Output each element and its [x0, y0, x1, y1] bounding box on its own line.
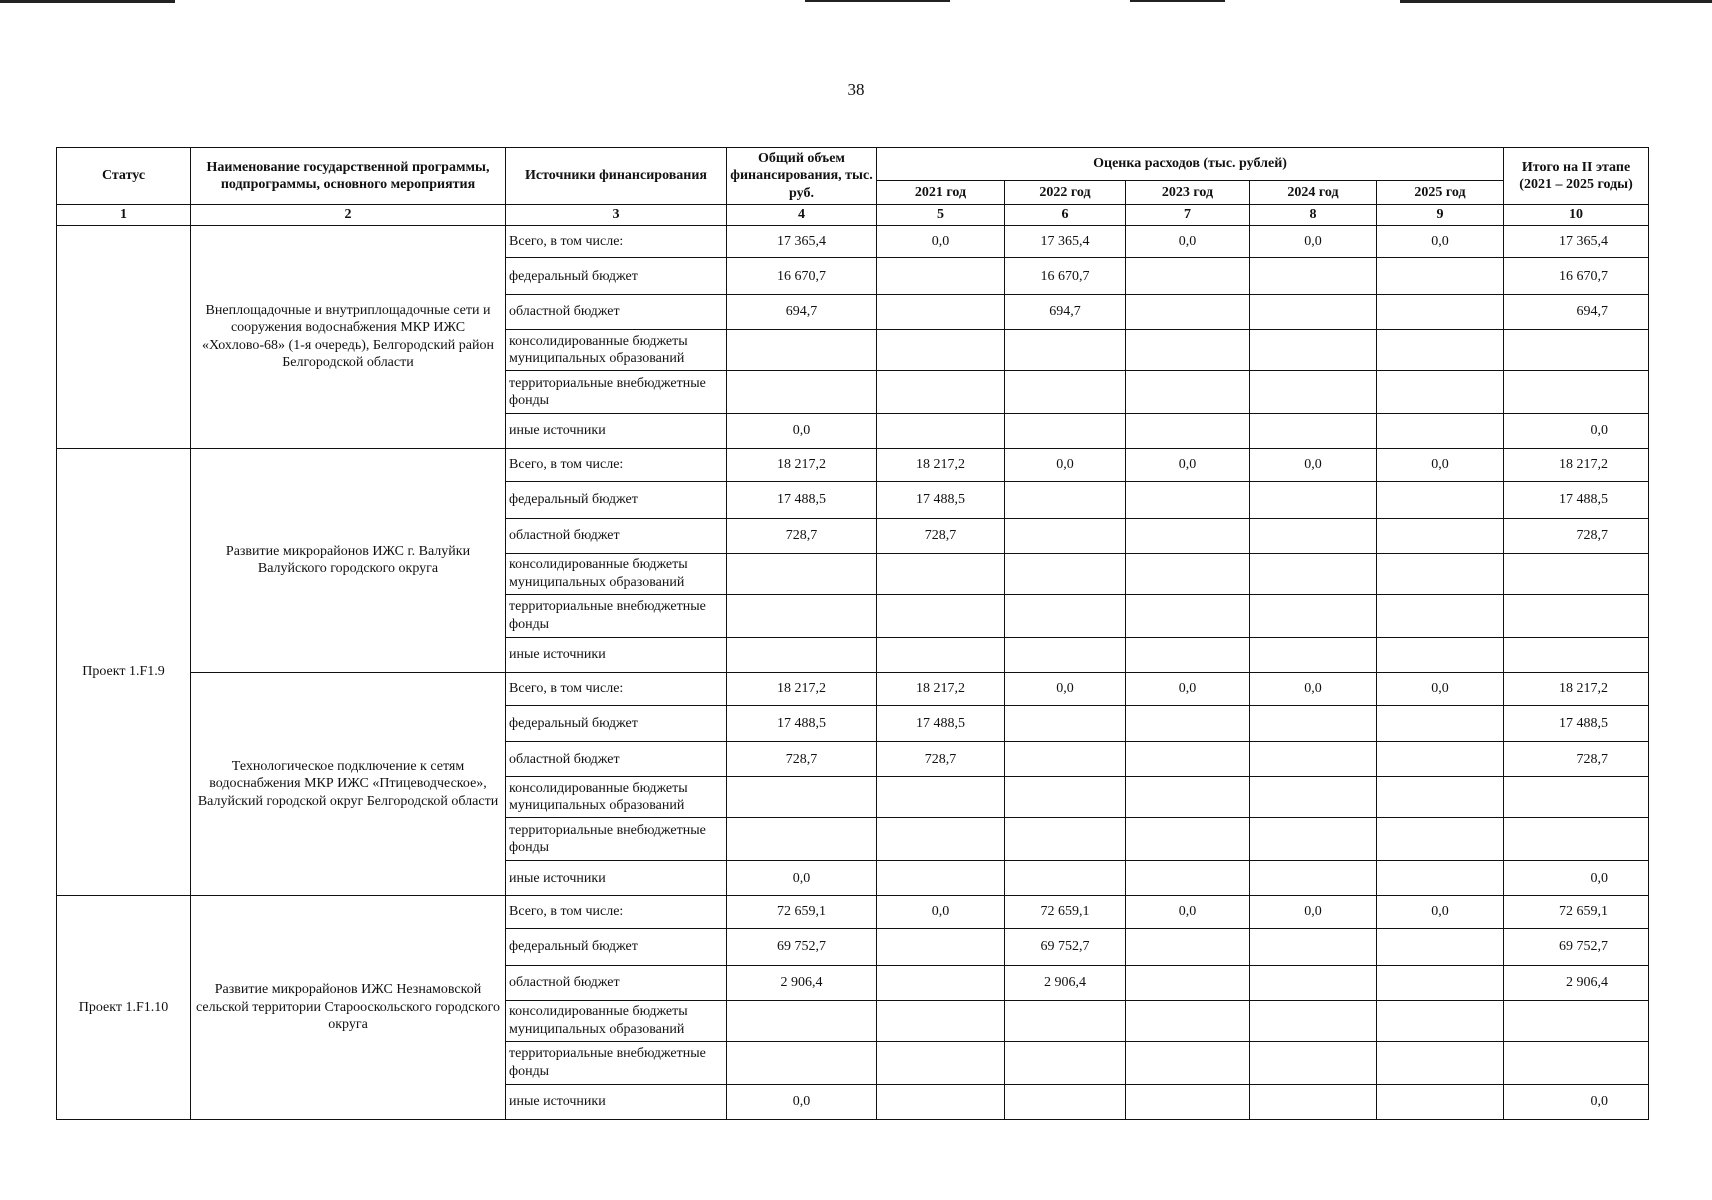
year-value [1005, 330, 1126, 371]
year-value [1126, 929, 1250, 966]
stage-total-value: 18 217,2 [1504, 672, 1649, 705]
year-value [877, 553, 1005, 594]
total-volume-value: 16 670,7 [727, 258, 877, 295]
header-year: 2023 год [1126, 181, 1250, 205]
year-value [1377, 414, 1504, 449]
header-funding-sources: Источники финансирования [506, 148, 727, 205]
year-value: 728,7 [877, 742, 1005, 777]
column-number: 4 [727, 205, 877, 226]
stage-total-value: 17 488,5 [1504, 481, 1649, 518]
year-value [877, 929, 1005, 966]
year-value: 17 365,4 [1005, 225, 1126, 258]
status-cell: Проект 1.F1.10 [57, 896, 191, 1120]
year-value [1377, 705, 1504, 742]
year-value [1126, 966, 1250, 1001]
year-value [1126, 371, 1250, 414]
funding-source-label: территориальные внебюджетные фонды [506, 371, 727, 414]
total-volume-value: 17 488,5 [727, 705, 877, 742]
year-value [1377, 742, 1504, 777]
year-value: 17 488,5 [877, 705, 1005, 742]
year-value: 0,0 [1126, 449, 1250, 482]
year-value [1377, 553, 1504, 594]
stage-total-value: 728,7 [1504, 518, 1649, 553]
funding-source-label: Всего, в том числе: [506, 449, 727, 482]
year-value [1250, 481, 1377, 518]
program-name-cell: Технологическое подключение к сетям водоснабжения МКР ИЖС «Птицеводческое», Валуйский городской округ Белгородской области [191, 672, 506, 896]
year-value [1126, 553, 1250, 594]
year-value [1005, 553, 1126, 594]
column-number: 2 [191, 205, 506, 226]
year-value [877, 637, 1005, 672]
funding-source-label: консолидированные бюджеты муниципальных образований [506, 777, 727, 818]
scan-edge-mark [1400, 0, 1712, 3]
stage-total-value: 728,7 [1504, 742, 1649, 777]
stage-total-value: 72 659,1 [1504, 896, 1649, 929]
total-volume-value [727, 330, 877, 371]
year-value [1126, 414, 1250, 449]
year-value [877, 777, 1005, 818]
year-value [1005, 637, 1126, 672]
funding-source-label: иные источники [506, 1085, 727, 1120]
year-value [1005, 742, 1126, 777]
stage-total-value [1504, 330, 1649, 371]
year-value [1377, 1041, 1504, 1084]
year-value [877, 861, 1005, 896]
header-year: 2021 год [877, 181, 1005, 205]
funding-source-label: областной бюджет [506, 742, 727, 777]
total-volume-value [727, 553, 877, 594]
total-volume-value [727, 1041, 877, 1084]
program-name-cell: Развитие микрорайонов ИЖС г. Валуйки Валуйского городского округа [191, 449, 506, 673]
year-value [1005, 371, 1126, 414]
stage-total-value [1504, 1000, 1649, 1041]
year-value [1250, 594, 1377, 637]
funding-source-label: Всего, в том числе: [506, 896, 727, 929]
year-value [1126, 637, 1250, 672]
header-year: 2025 год [1377, 181, 1504, 205]
year-value [1250, 818, 1377, 861]
year-value [1005, 594, 1126, 637]
funding-source-label: иные источники [506, 861, 727, 896]
year-value: 0,0 [1377, 225, 1504, 258]
year-value: 0,0 [1250, 896, 1377, 929]
funding-source-label: областной бюджет [506, 966, 727, 1001]
year-value [1126, 258, 1250, 295]
funding-source-label: областной бюджет [506, 518, 727, 553]
table-row [57, 225, 1649, 258]
total-volume-value: 18 217,2 [727, 672, 877, 705]
year-value [1377, 594, 1504, 637]
stage-total-value: 2 906,4 [1504, 966, 1649, 1001]
year-value: 18 217,2 [877, 449, 1005, 482]
total-volume-value: 728,7 [727, 518, 877, 553]
column-number: 10 [1504, 205, 1649, 226]
year-value [877, 1041, 1005, 1084]
year-value: 18 217,2 [877, 672, 1005, 705]
year-value [1126, 1085, 1250, 1120]
year-value [877, 594, 1005, 637]
year-value [1250, 929, 1377, 966]
stage-total-value [1504, 553, 1649, 594]
scan-edge-mark [1130, 0, 1225, 2]
year-value [1005, 481, 1126, 518]
year-value: 0,0 [1126, 225, 1250, 258]
program-name-cell: Развитие микрорайонов ИЖС Незнамовской сельской территории Старооскольского городского округа [191, 896, 506, 1120]
program-name-cell: Внеплощадочные и внутриплощадочные сети и сооружения водоснабжения МКР ИЖС «Хохлово-68» (1-я очередь), Белгородский район Белгородской области [191, 225, 506, 449]
year-value [1126, 594, 1250, 637]
table-body [57, 225, 1649, 1120]
year-value [1377, 1085, 1504, 1120]
column-number-row [57, 205, 1649, 226]
year-value [1005, 818, 1126, 861]
funding-source-label: областной бюджет [506, 295, 727, 330]
total-volume-value: 2 906,4 [727, 966, 877, 1001]
total-volume-value: 72 659,1 [727, 896, 877, 929]
total-volume-value [727, 371, 877, 414]
column-number: 5 [877, 205, 1005, 226]
funding-table [56, 147, 1649, 1120]
year-value: 0,0 [1250, 225, 1377, 258]
column-number: 9 [1377, 205, 1504, 226]
stage-total-value: 18 217,2 [1504, 449, 1649, 482]
year-value [1250, 705, 1377, 742]
year-value: 16 670,7 [1005, 258, 1126, 295]
funding-source-label: территориальные внебюджетные фонды [506, 1041, 727, 1084]
year-value [1126, 295, 1250, 330]
stage-total-value [1504, 818, 1649, 861]
year-value: 17 488,5 [877, 481, 1005, 518]
year-value [1250, 1041, 1377, 1084]
year-value: 0,0 [1126, 896, 1250, 929]
total-volume-value: 17 365,4 [727, 225, 877, 258]
year-value [1377, 929, 1504, 966]
column-number: 3 [506, 205, 727, 226]
year-value: 0,0 [1005, 672, 1126, 705]
status-cell: Проект 1.F1.9 [57, 449, 191, 896]
year-value [877, 1085, 1005, 1120]
year-value [1377, 258, 1504, 295]
year-value [1250, 1000, 1377, 1041]
year-value [1005, 777, 1126, 818]
funding-source-label: федеральный бюджет [506, 258, 727, 295]
stage-total-value [1504, 371, 1649, 414]
year-value [1250, 1085, 1377, 1120]
year-value [1377, 966, 1504, 1001]
year-value [877, 818, 1005, 861]
funding-source-label: федеральный бюджет [506, 929, 727, 966]
column-number: 6 [1005, 205, 1126, 226]
page-number: 38 [847, 80, 865, 99]
stage-total-value [1504, 594, 1649, 637]
stage-total-value [1504, 1041, 1649, 1084]
year-value [1005, 861, 1126, 896]
year-value [1126, 818, 1250, 861]
year-value [1250, 414, 1377, 449]
year-value [877, 371, 1005, 414]
funding-source-label: консолидированные бюджеты муниципальных образований [506, 330, 727, 371]
total-volume-value: 0,0 [727, 414, 877, 449]
scan-edge-mark [805, 0, 950, 2]
year-value [1126, 777, 1250, 818]
year-value [1250, 637, 1377, 672]
funding-source-label: территориальные внебюджетные фонды [506, 594, 727, 637]
year-value: 0,0 [877, 896, 1005, 929]
total-volume-value: 694,7 [727, 295, 877, 330]
year-value: 694,7 [1005, 295, 1126, 330]
total-volume-value [727, 594, 877, 637]
stage-total-value: 0,0 [1504, 414, 1649, 449]
total-volume-value: 18 217,2 [727, 449, 877, 482]
year-value [877, 1000, 1005, 1041]
total-volume-value [727, 1000, 877, 1041]
year-value [1250, 777, 1377, 818]
funding-source-label: Всего, в том числе: [506, 672, 727, 705]
status-cell [57, 225, 191, 449]
year-value: 72 659,1 [1005, 896, 1126, 929]
column-number: 1 [57, 205, 191, 226]
year-value [1377, 371, 1504, 414]
year-value [1250, 553, 1377, 594]
year-value [877, 295, 1005, 330]
column-number: 7 [1126, 205, 1250, 226]
total-volume-value: 728,7 [727, 742, 877, 777]
year-value [877, 966, 1005, 1001]
year-value [1250, 742, 1377, 777]
total-volume-value: 0,0 [727, 1085, 877, 1120]
year-value [1250, 861, 1377, 896]
year-value: 0,0 [1250, 672, 1377, 705]
stage-total-value [1504, 777, 1649, 818]
total-volume-value: 69 752,7 [727, 929, 877, 966]
stage-total-value: 0,0 [1504, 861, 1649, 896]
year-value: 69 752,7 [1005, 929, 1126, 966]
year-value [1126, 742, 1250, 777]
table-row [57, 449, 1649, 482]
year-value [1250, 371, 1377, 414]
year-value [1126, 705, 1250, 742]
header-stage-total: Итого на II этапе (2021 – 2025 годы) [1504, 148, 1649, 205]
year-value: 0,0 [1377, 896, 1504, 929]
stage-total-value [1504, 637, 1649, 672]
header-status: Статус [57, 148, 191, 205]
stage-total-value: 17 488,5 [1504, 705, 1649, 742]
year-value [1377, 637, 1504, 672]
total-volume-value [727, 777, 877, 818]
year-value: 0,0 [1250, 449, 1377, 482]
year-value [1377, 1000, 1504, 1041]
header-year: 2022 год [1005, 181, 1126, 205]
year-value [1005, 414, 1126, 449]
year-value [1126, 330, 1250, 371]
header-total-volume: Общий объем финансирования, тыс. руб. [727, 148, 877, 205]
year-value [1126, 1000, 1250, 1041]
year-value [1005, 518, 1126, 553]
year-value [1126, 518, 1250, 553]
header-expense-estimate: Оценка расходов (тыс. рублей) [877, 148, 1504, 181]
stage-total-value: 694,7 [1504, 295, 1649, 330]
header-year: 2024 год [1250, 181, 1377, 205]
year-value [877, 330, 1005, 371]
funding-source-label: федеральный бюджет [506, 705, 727, 742]
scan-edge-mark [0, 0, 175, 3]
year-value [1126, 1041, 1250, 1084]
year-value [1005, 705, 1126, 742]
total-volume-value [727, 818, 877, 861]
funding-source-label: иные источники [506, 637, 727, 672]
year-value [1005, 1041, 1126, 1084]
column-number: 8 [1250, 205, 1377, 226]
funding-source-label: консолидированные бюджеты муниципальных образований [506, 1000, 727, 1041]
header-program-name: Наименование государственной программы, подпрограммы, основного мероприятия [191, 148, 506, 205]
funding-source-label: территориальные внебюджетные фонды [506, 818, 727, 861]
total-volume-value: 0,0 [727, 861, 877, 896]
funding-source-label: федеральный бюджет [506, 481, 727, 518]
year-value: 0,0 [877, 225, 1005, 258]
year-value: 728,7 [877, 518, 1005, 553]
year-value [1250, 518, 1377, 553]
year-value [1377, 481, 1504, 518]
year-value [1126, 861, 1250, 896]
stage-total-value: 16 670,7 [1504, 258, 1649, 295]
table-row [57, 896, 1649, 929]
year-value [1377, 330, 1504, 371]
year-value [1377, 818, 1504, 861]
year-value: 0,0 [1377, 449, 1504, 482]
year-value [1250, 966, 1377, 1001]
year-value: 0,0 [1126, 672, 1250, 705]
year-value: 0,0 [1005, 449, 1126, 482]
year-value [1005, 1000, 1126, 1041]
total-volume-value: 17 488,5 [727, 481, 877, 518]
funding-source-label: консолидированные бюджеты муниципальных образований [506, 553, 727, 594]
year-value [1377, 861, 1504, 896]
year-value [877, 414, 1005, 449]
year-value [1250, 330, 1377, 371]
year-value [1250, 258, 1377, 295]
total-volume-value [727, 637, 877, 672]
stage-total-value: 0,0 [1504, 1085, 1649, 1120]
funding-source-label: иные источники [506, 414, 727, 449]
stage-total-value: 69 752,7 [1504, 929, 1649, 966]
year-value [1377, 518, 1504, 553]
table-row [57, 672, 1649, 705]
year-value [1126, 481, 1250, 518]
year-value [1377, 777, 1504, 818]
funding-source-label: Всего, в том числе: [506, 225, 727, 258]
year-value [1250, 295, 1377, 330]
year-value: 2 906,4 [1005, 966, 1126, 1001]
year-value [877, 258, 1005, 295]
year-value [1377, 295, 1504, 330]
stage-total-value: 17 365,4 [1504, 225, 1649, 258]
year-value [1005, 1085, 1126, 1120]
year-value: 0,0 [1377, 672, 1504, 705]
